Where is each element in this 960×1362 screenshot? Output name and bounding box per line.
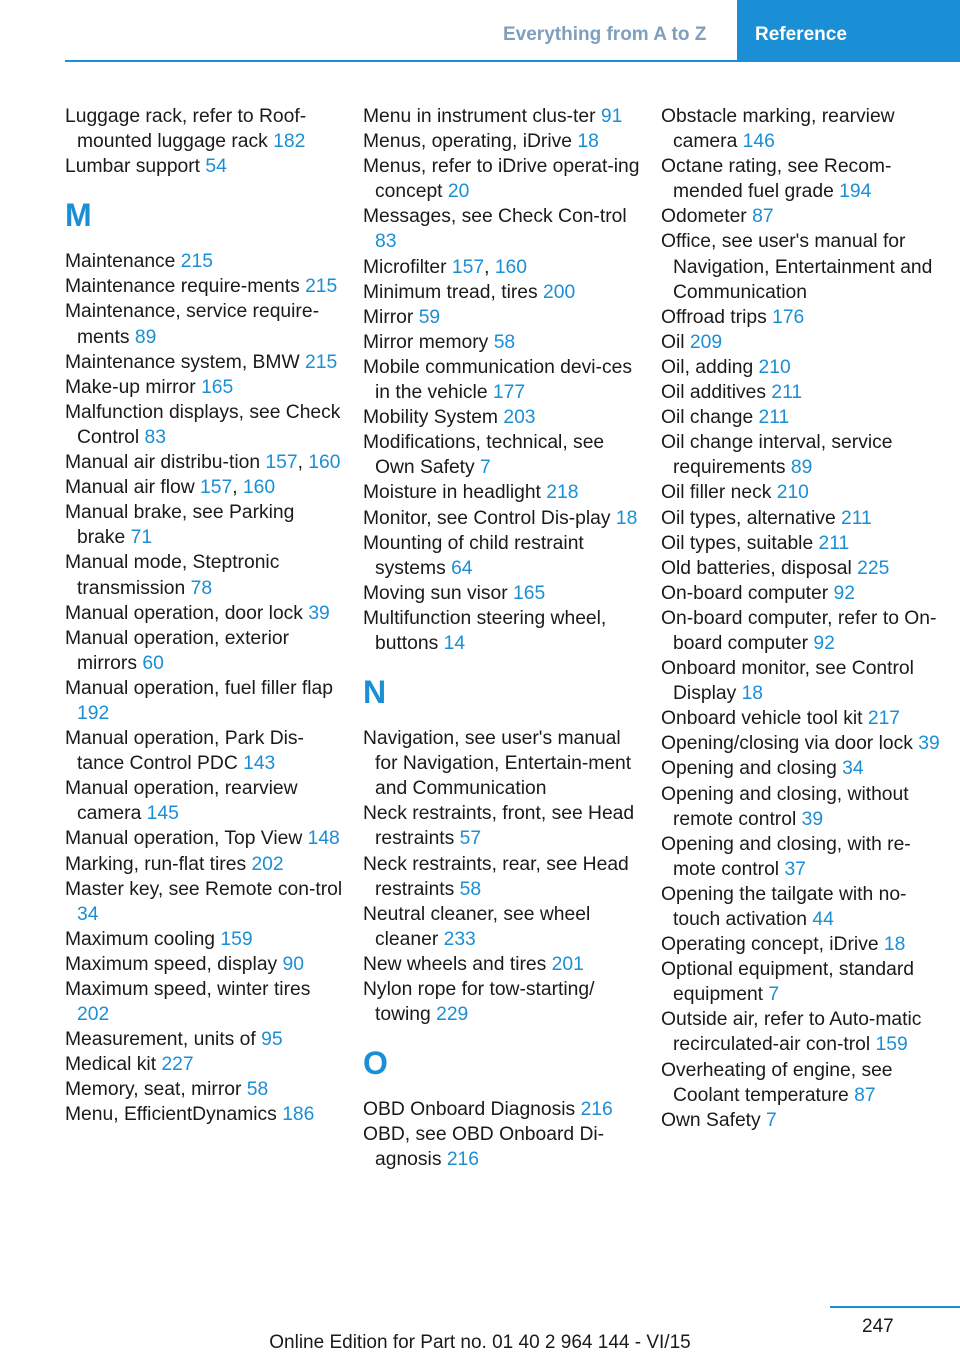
page-link[interactable]: 20	[447, 181, 470, 203]
page-link[interactable]: 194	[839, 181, 872, 203]
index-entry-text: Microfilter	[363, 256, 452, 278]
page-link[interactable]: 211	[771, 382, 803, 404]
index-entry-text: Oil additives	[661, 382, 772, 404]
index-entry-text: Neck restraints, front, see Head restraints	[363, 803, 635, 850]
page-link[interactable]: 89	[790, 457, 813, 479]
index-entry	[65, 274, 345, 299]
page-link[interactable]: 225	[857, 557, 890, 579]
index-entry	[363, 355, 643, 405]
page-link[interactable]: 201	[551, 953, 584, 975]
page-link[interactable]: 216	[580, 1099, 613, 1121]
page-link[interactable]: 160	[308, 452, 341, 474]
index-entry-text: Neck restraints, rear, see Head restraints	[363, 853, 629, 900]
index-entry	[661, 581, 951, 606]
page-link[interactable]: 233	[443, 928, 476, 950]
index-entry-text: Manual operation, Top View	[65, 828, 308, 850]
index-entry	[363, 506, 643, 531]
index-entry-text: Maximum cooling	[65, 928, 221, 950]
page-link[interactable]: 89	[134, 326, 157, 348]
index-entry-text: On-board computer, refer to On-board computer	[661, 607, 937, 654]
page-link[interactable]: 202	[251, 853, 284, 875]
page-link[interactable]: 39	[918, 733, 940, 755]
index-entry-text: Oil types, alternative	[661, 507, 842, 529]
page-link[interactable]: 71	[130, 527, 153, 549]
index-entry	[363, 104, 643, 129]
index-entry-text: Manual operation, fuel filler flap	[65, 677, 333, 699]
page-link[interactable]: 148	[307, 828, 340, 850]
index-entry-text: Own Safety	[661, 1109, 767, 1131]
page-link[interactable]: 64	[451, 557, 473, 579]
index-entry-text: Maximum speed, winter tires	[65, 979, 311, 1000]
page-link[interactable]: 192	[77, 702, 110, 724]
index-entry	[363, 977, 643, 1027]
page-link[interactable]: 209	[689, 331, 723, 353]
index-entry-text: Opening/closing via door lock	[661, 733, 919, 755]
index-entry	[65, 104, 345, 154]
page-link[interactable]: 34	[842, 758, 864, 780]
page-link[interactable]: 90	[282, 953, 304, 975]
index-entry-text: Oil, adding	[661, 356, 759, 378]
index-entry	[65, 550, 345, 600]
page-link[interactable]: 57	[459, 828, 482, 850]
index-entry	[661, 882, 951, 932]
index-entry-text: Office, see user's manual for Navigation, Entertainment and Communication	[661, 231, 933, 303]
page-link[interactable]: 165	[201, 376, 234, 398]
page-link[interactable]: 18	[577, 131, 599, 153]
index-entry	[65, 154, 345, 179]
page-header	[65, 0, 960, 62]
index-entry	[65, 350, 345, 375]
page-link[interactable]: 59	[418, 306, 441, 328]
index-entry	[661, 656, 951, 706]
page-link[interactable]: 176	[772, 306, 805, 328]
index-entry-text: Odometer	[661, 206, 753, 228]
page-link[interactable]: 159	[875, 1034, 908, 1056]
index-entry-text: Oil filler neck	[661, 482, 777, 504]
index-entry-text: Manual brake, see Parking brake	[65, 502, 295, 549]
index-entry	[363, 1122, 643, 1172]
index-entry	[661, 330, 951, 355]
page-link[interactable]: 211	[841, 507, 872, 529]
index-entry-text: Master key, see Remote con-trol	[65, 878, 343, 900]
index-entry	[65, 1077, 345, 1102]
page-link[interactable]: 157	[200, 477, 233, 499]
index-letter-heading: N	[363, 674, 387, 711]
index-entry	[661, 556, 951, 581]
index-entry-text: Outside air, refer to Auto-matic recirculated-air con-trol	[661, 1009, 922, 1056]
page-link[interactable]: 157	[265, 452, 298, 474]
page-number: 247	[862, 1316, 894, 1337]
index-entry	[363, 852, 643, 902]
page-link[interactable]: 87	[854, 1084, 876, 1106]
index-entry-text: Oil change interval, service requirements	[661, 432, 893, 479]
index-entry	[363, 902, 643, 952]
page-link[interactable]: 215	[305, 351, 338, 373]
reference-tab-label: Reference	[755, 24, 847, 45]
index-entry-text: Maintenance require-ments	[65, 276, 306, 298]
index-entry-text: Menu, EfficientDynamics	[65, 1104, 283, 1126]
index-entry	[65, 400, 345, 450]
index-entry	[363, 330, 643, 355]
index-entry	[65, 776, 345, 826]
index-entry	[65, 826, 345, 851]
page-link[interactable]: 92	[833, 582, 855, 604]
index-entry	[363, 606, 643, 656]
index-entry-text: Memory, seat, mirror	[65, 1079, 247, 1101]
index-entry-text: Manual air flow	[65, 477, 201, 499]
index-entry-text: Navigation, see user's manual for Navigation, Entertain-ment and Communication	[363, 728, 632, 800]
index-entry-text: Oil	[661, 331, 690, 353]
index-entry-text: Overheating of engine, see Coolant temperature	[661, 1059, 893, 1106]
page-link[interactable]: 200	[543, 281, 576, 303]
page-link[interactable]: 218	[546, 482, 579, 504]
index-entry-text: Manual operation, door lock	[65, 602, 309, 624]
index-entry-text: Make-up mirror	[65, 376, 202, 398]
index-entry-text: Manual operation, exterior mirrors	[65, 627, 290, 674]
index-entry-text: Medical kit	[65, 1054, 162, 1076]
index-entry	[661, 531, 951, 556]
index-entry: Manual air distribu-tion 157, 160	[65, 452, 341, 474]
index-entry-text: Opening and closing	[661, 758, 843, 780]
page-link[interactable]: 58	[493, 331, 516, 353]
footer-rule	[830, 1306, 960, 1308]
index-entry-text: Manual air distribu-tion	[65, 452, 266, 474]
page-link[interactable]: 215	[180, 251, 213, 273]
page-link[interactable]: 217	[867, 708, 901, 730]
index-entry	[65, 877, 345, 927]
index-entry-text: Manual operation, Park Dis-tance Control PDC	[65, 728, 304, 775]
page-link[interactable]: 18	[741, 683, 764, 705]
index-entry	[661, 706, 951, 731]
index-entry-text: Mobile communication devi-ces in the vehicle	[363, 356, 632, 404]
index-entry-text: Opening the tailgate with no-touch activation	[661, 883, 907, 930]
index-entry	[661, 305, 951, 330]
index-entry	[661, 480, 951, 505]
page-link[interactable]: 58	[459, 878, 482, 900]
index-entry-text: Optional equipment, standard equipment	[661, 959, 914, 1006]
index-entry	[65, 601, 345, 626]
page-link[interactable]: 186	[282, 1104, 315, 1126]
index-entry-text: Menus, refer to iDrive operat-ing concept	[363, 156, 640, 203]
page-link[interactable]: 211	[818, 532, 850, 554]
page-link[interactable]: 54	[205, 156, 227, 178]
index-entry	[65, 299, 345, 349]
index-entry-text: Manual operation, rearview camera	[65, 778, 298, 825]
index-letter-heading: M	[65, 197, 92, 234]
page-link[interactable]: 165	[513, 582, 546, 604]
page-link[interactable]: 211	[758, 407, 790, 429]
index-entry	[65, 1102, 345, 1127]
index-entry	[65, 977, 345, 1027]
index-entry-text: Monitor, see Control Dis-play	[363, 507, 616, 529]
page-link[interactable]: 210	[776, 482, 809, 504]
index-entry	[363, 480, 643, 505]
index-entry	[363, 726, 643, 801]
page-link[interactable]: 215	[305, 276, 338, 298]
index-entry	[65, 852, 345, 877]
index-entry-text: Luggage rack, refer to Roof-mounted luggage rack	[65, 106, 307, 153]
page-link[interactable]: 91	[600, 106, 623, 127]
index-entry	[65, 500, 345, 550]
page-link[interactable]: 18	[883, 934, 906, 956]
index-entry-text: Opening and closing, without remote control	[661, 783, 909, 830]
index-entry-text: Moisture in headlight	[363, 482, 547, 504]
page-link[interactable]: 160	[242, 477, 276, 499]
page-link[interactable]: 145	[146, 803, 179, 825]
index-entry-text: Onboard vehicle tool kit	[661, 708, 868, 730]
index-entry-text: Modifications, technical, see Own Safety	[363, 432, 605, 479]
index-entry	[661, 355, 951, 380]
page-link[interactable]: 157	[451, 256, 485, 278]
page-link[interactable]: 159	[220, 928, 253, 950]
page-link[interactable]: 227	[161, 1054, 194, 1076]
index-entry	[661, 380, 951, 405]
index-entry	[363, 405, 643, 430]
index-entry-text: Operating concept, iDrive	[661, 934, 884, 956]
index-entry	[363, 1097, 643, 1122]
index-entry	[661, 782, 951, 832]
index-entry-text: Moving sun visor	[363, 582, 514, 604]
index-entry	[363, 129, 643, 154]
page-link[interactable]: 7	[768, 984, 780, 1006]
index-entry	[661, 405, 951, 430]
index-entry	[661, 832, 951, 882]
index-entry-text: Multifunction steering wheel, buttons	[363, 607, 607, 654]
index-entry-text: Maintenance system, BMW	[65, 351, 306, 373]
index-entry-text: Menus, operating, iDrive	[363, 131, 578, 153]
page-link[interactable]: 143	[243, 753, 276, 775]
index-entry	[65, 927, 345, 952]
page-link[interactable]: 44	[812, 909, 834, 930]
index-entry-text: Minimum tread, tires	[363, 281, 543, 303]
index-entry	[363, 581, 643, 606]
page-link[interactable]: 78	[190, 577, 213, 599]
index-entry-text: Marking, run-flat tires	[65, 853, 252, 875]
page-link[interactable]: 37	[784, 858, 806, 880]
index-entry	[363, 154, 643, 204]
index-entry-text: New wheels and tires	[363, 953, 552, 975]
index-entry-text: Lumbar support	[65, 156, 206, 178]
index-entry	[661, 932, 951, 957]
index-entry	[65, 375, 345, 400]
page-link[interactable]: 160	[494, 256, 527, 278]
index-entry-text: Offroad trips	[661, 306, 773, 328]
page-link[interactable]: 229	[436, 1004, 469, 1026]
index-entry	[661, 606, 951, 656]
index-entry-text: Maintenance	[65, 251, 181, 273]
page-link[interactable]: 18	[615, 507, 638, 529]
page-link[interactable]: 182	[273, 131, 306, 153]
page-link[interactable]: 7	[480, 457, 491, 479]
index-entry-text: Mirror	[363, 306, 419, 328]
index-entry-text: On-board computer	[661, 582, 834, 604]
index-entry	[363, 204, 643, 254]
index-letter-heading: O	[363, 1045, 388, 1082]
index-entry	[661, 731, 951, 756]
index-entry-text: Maximum speed, display	[65, 953, 283, 975]
section-title: Everything from A to Z	[503, 24, 707, 45]
index-entry-text: Mobility System	[363, 407, 504, 429]
index-entry-text: OBD, see OBD Onboard Di-agnosis	[363, 1124, 605, 1171]
index-entry-text: Mirror memory	[363, 331, 494, 353]
index-entry	[65, 952, 345, 977]
index-entry	[661, 1108, 951, 1133]
index-column-3	[661, 104, 951, 1133]
index-entry	[65, 676, 345, 726]
index-entry-text: Neutral cleaner, see wheel cleaner	[363, 903, 591, 950]
index-entry-text: Old batteries, disposal	[661, 557, 858, 579]
index-column-2	[363, 104, 643, 1172]
index-entry-text: Oil types, suitable	[661, 532, 819, 554]
index-entry	[65, 1052, 345, 1077]
index-entry-text: Maintenance, service require-ments	[65, 301, 319, 348]
page-link[interactable]: 7	[766, 1109, 777, 1131]
index-entry	[363, 305, 643, 330]
page-link[interactable]: 87	[752, 206, 774, 228]
page-link[interactable]: 203	[503, 407, 536, 429]
page-link[interactable]: 177	[492, 382, 526, 404]
page-link[interactable]: 95	[261, 1029, 283, 1051]
page-link[interactable]: 60	[142, 652, 164, 674]
index-entry	[65, 726, 345, 776]
index-entry	[65, 626, 345, 676]
index-entry	[363, 801, 643, 851]
page-link[interactable]: 83	[144, 426, 166, 448]
index-entry-text: Opening and closing, with re-mote control	[661, 833, 911, 880]
index-entry	[661, 1007, 951, 1057]
index-entry	[661, 1058, 951, 1108]
index-entry-text: Onboard monitor, see Control Display	[661, 658, 914, 705]
index-entry-text: Nylon rope for tow-starting/ towing	[363, 979, 595, 1026]
index-entry	[661, 204, 951, 229]
index-entry	[661, 430, 951, 480]
index-entry	[363, 531, 643, 581]
index-entry-text: Manual mode, Steptronic transmission	[65, 552, 280, 599]
page-link[interactable]: 92	[813, 632, 835, 654]
page-link[interactable]: 58	[246, 1079, 269, 1101]
index-entry-text: Mounting of child restraint systems	[363, 532, 584, 579]
index-entry: Microfilter 157, 160	[363, 256, 527, 278]
page-link[interactable]: 39	[308, 602, 330, 624]
page-link[interactable]: 14	[443, 632, 466, 654]
reference-tab	[737, 0, 960, 62]
page-link[interactable]: 210	[758, 356, 791, 378]
index-entry	[661, 506, 951, 531]
page-link[interactable]: 146	[742, 131, 775, 153]
index-entry-text: Oil change	[661, 407, 759, 429]
page-link[interactable]: 34	[77, 903, 99, 925]
index-entry-text: Octane rating, see Recom-mended fuel grade	[661, 156, 892, 203]
index-entry-text: OBD Onboard Diagnosis	[363, 1099, 581, 1121]
index-entry	[65, 1027, 345, 1052]
index-entry	[65, 249, 345, 274]
index-entry-text: Obstacle marking, rearview camera	[661, 106, 895, 153]
index-entry	[363, 430, 643, 480]
page-link[interactable]: 216	[446, 1149, 479, 1171]
index-entry	[661, 154, 951, 204]
page-link[interactable]: 83	[375, 231, 397, 253]
index-entry	[661, 104, 951, 154]
index-entry	[661, 229, 951, 304]
index-column-1	[65, 104, 345, 1128]
index-entry	[363, 280, 643, 305]
page-link[interactable]: 202	[77, 1004, 110, 1026]
index-entry-text: Malfunction displays, see Check Control	[65, 401, 341, 448]
edition-footer: Online Edition for Part no. 01 40 2 964 144 - VI/15	[269, 1332, 691, 1353]
index-entry	[661, 756, 951, 781]
index-entry	[661, 957, 951, 1007]
page-link[interactable]: 39	[801, 808, 824, 830]
index-entry: Manual air flow 157, 160	[65, 477, 276, 499]
index-entry-text: Messages, see Check Con-trol	[363, 206, 627, 228]
index-entry-text: Measurement, units of	[65, 1029, 262, 1051]
index-entry-text: Menu in instrument clus-ter	[363, 106, 601, 127]
index-entry	[363, 952, 643, 977]
